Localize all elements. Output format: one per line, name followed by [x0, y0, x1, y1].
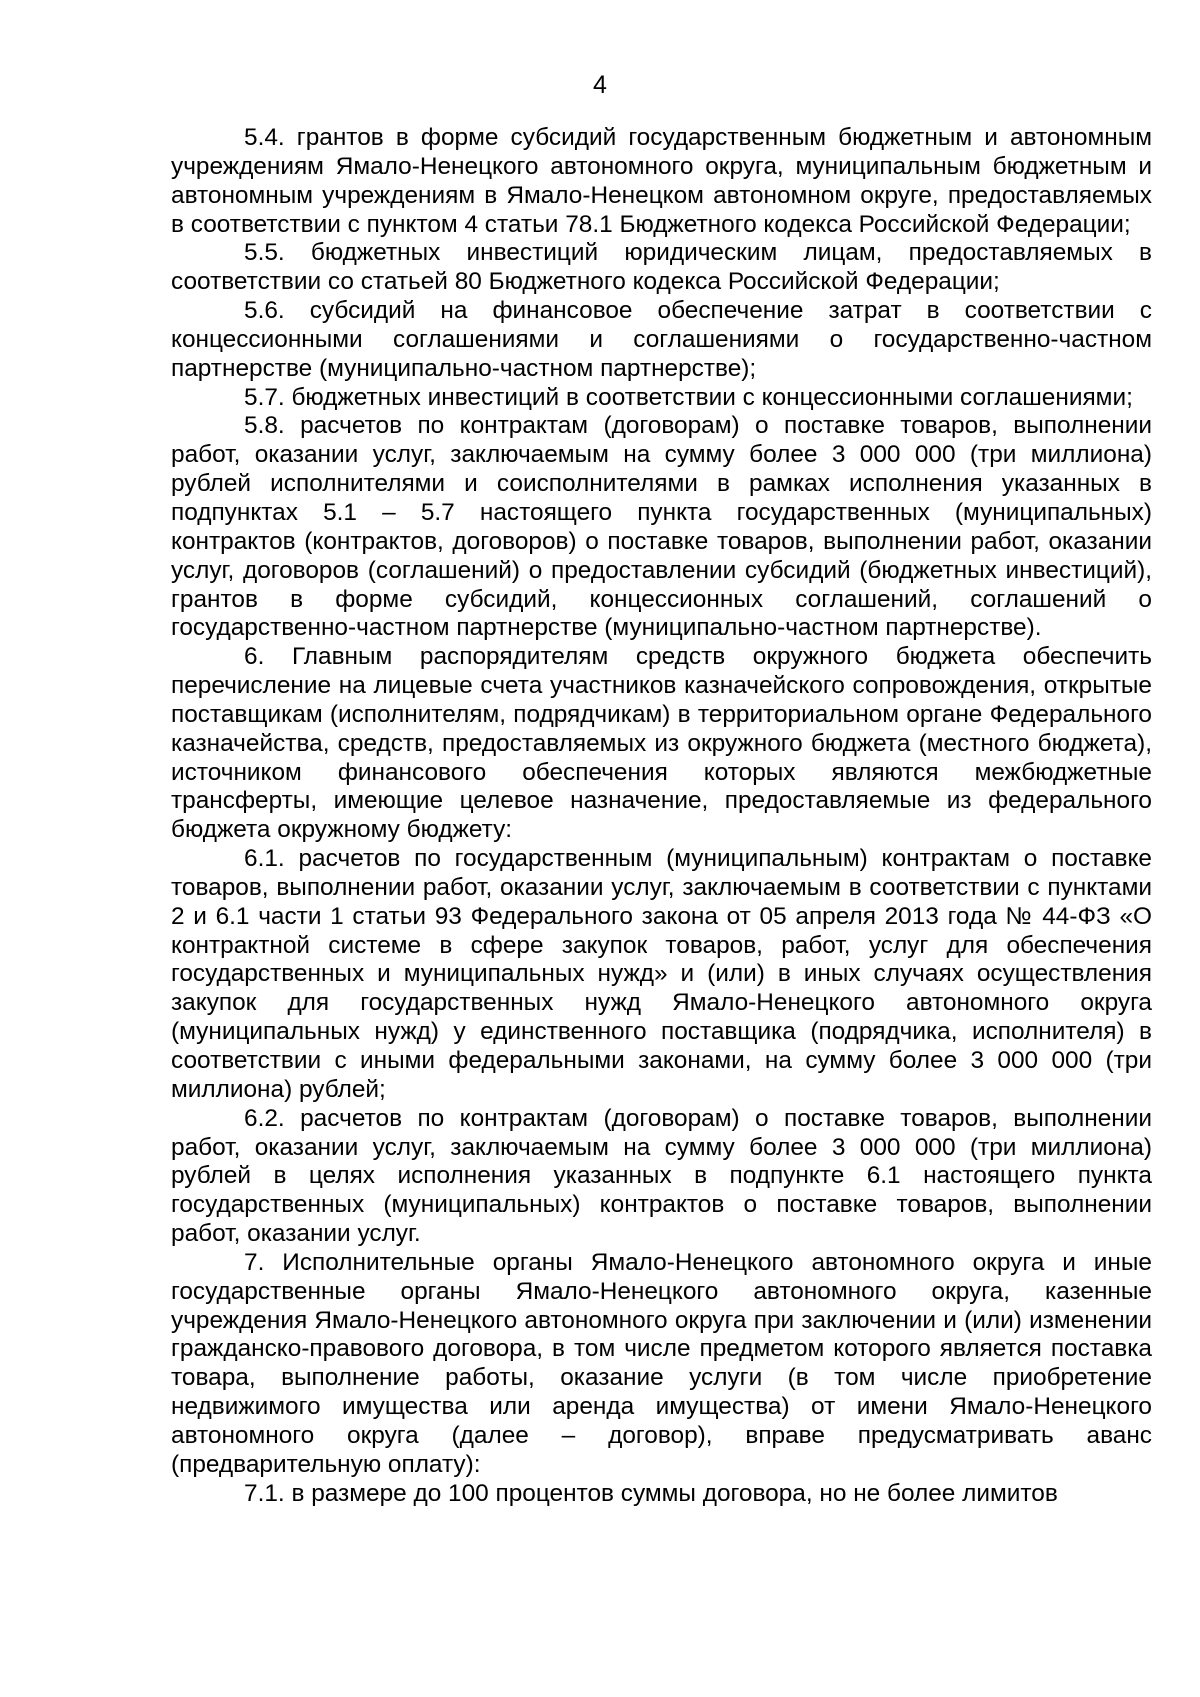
- paragraph-6-1: 6.1. расчетов по государственным (муниципальным) контрактам о поставке товаров, выполнении работ, оказании услуг, заключаемым в соответствии с пунктами 2 и 6.1 части 1 статьи 93 Федерального закона от 05 апреля 2013 года № 44-ФЗ «О контрактной системе в сфере закупок товаров, работ, услуг для обеспечения государственных и муниципальных нужд» и (или) в иных случаях осуществления закупок для государственных нужд Ямало-Ненецкого автономного округа (муниципальных нужд) у единственного поставщика (подрядчика, исполнителя) в соответствии с иными федеральными законами, на сумму более 3 000 000 (три миллиона) рублей;: [171, 845, 1152, 1103]
- page-number: 4: [593, 71, 607, 99]
- paragraph-5-7: 5.7. бюджетных инвестиций в соответствии с концессионными соглашениями;: [244, 383, 1133, 411]
- paragraph-5-6: 5.6. субсидий на финансовое обеспечение затрат в соответствии с концессионными соглашениями и соглашениями о государственно-частном партнерстве (муниципально-частном партнерстве);: [171, 297, 1152, 382]
- paragraph-5-4: 5.4. грантов в форме субсидий государственным бюджетным и автономным учреждениям Ямало-Ненецкого автономного округа, муниципальным бюджетным и автономным учреждениям в Ямало-Ненецком автономном округе, предоставляемых в соответствии с пунктом 4 статьи 78.1 Бюджетного кодекса Российской Федерации;: [171, 124, 1152, 238]
- paragraph-5-8: 5.8. расчетов по контрактам (договорам) о поставке товаров, выполнении работ, оказании услуг, заключаемым на сумму более 3 000 000 (три миллиона) рублей исполнителями и соисполнителями в рамках исполнения указанных в подпунктах 5.1 – 5.7 настоящего пункта государственных (муниципальных) контрактов (контрактов, договоров) о поставке товаров, выполнении работ, оказании услуг, договоров (соглашений) о предоставлении субсидий (бюджетных инвестиций), грантов в форме субсидий, концессионных соглашений, соглашений о государственно-частном партнерстве (муниципально-частном партнерстве).: [171, 412, 1152, 642]
- paragraph-6-2: 6.2. расчетов по контрактам (договорам) о поставке товаров, выполнении работ, оказании услуг, заключаемым на сумму более 3 000 000 (три миллиона) рублей в целях исполнения указанных в подпункте 6.1 настоящего пункта государственных (муниципальных) контрактов о поставке товаров, выполнении работ, оказании услуг.: [171, 1104, 1152, 1248]
- paragraph-7: 7. Исполнительные органы Ямало-Ненецкого автономного округа и иные государственные органы Ямало-Ненецкого автономного округа, казенные учреждения Ямало-Ненецкого автономного округа при заключении и (или) изменении гражданско-правового договора, в том числе предметом которого является поставка товара, выполнение работы, оказание услуги (в том числе приобретение недвижимого имущества или аренда имущества) от имени Ямало-Ненецкого автономного округа (далее – договор), вправе предусматривать аванс (предварительную оплату):: [171, 1248, 1152, 1478]
- paragraph-7-1: 7.1. в размере до 100 процентов суммы договора, но не более лимитов: [244, 1479, 1058, 1507]
- paragraph-6: 6. Главным распорядителям средств окружного бюджета обеспечить перечисление на лицевые счета участников казначейского сопровождения, открытые поставщикам (исполнителям, подрядчикам) в территориальном органе Федерального казначейства, средств, предоставляемых из окружного бюджета (местного бюджета), источником финансового обеспечения которых являются межбюджетные трансферты, имеющие целевое назначение, предоставляемые из федерального бюджета окружному бюджету:: [171, 643, 1152, 844]
- document-body: [171, 124, 1152, 1509]
- paragraph-5-5: 5.5. бюджетных инвестиций юридическим лицам, предоставляемых в соответствии со статьей 80 Бюджетного кодекса Российской Федерации;: [171, 239, 1152, 296]
